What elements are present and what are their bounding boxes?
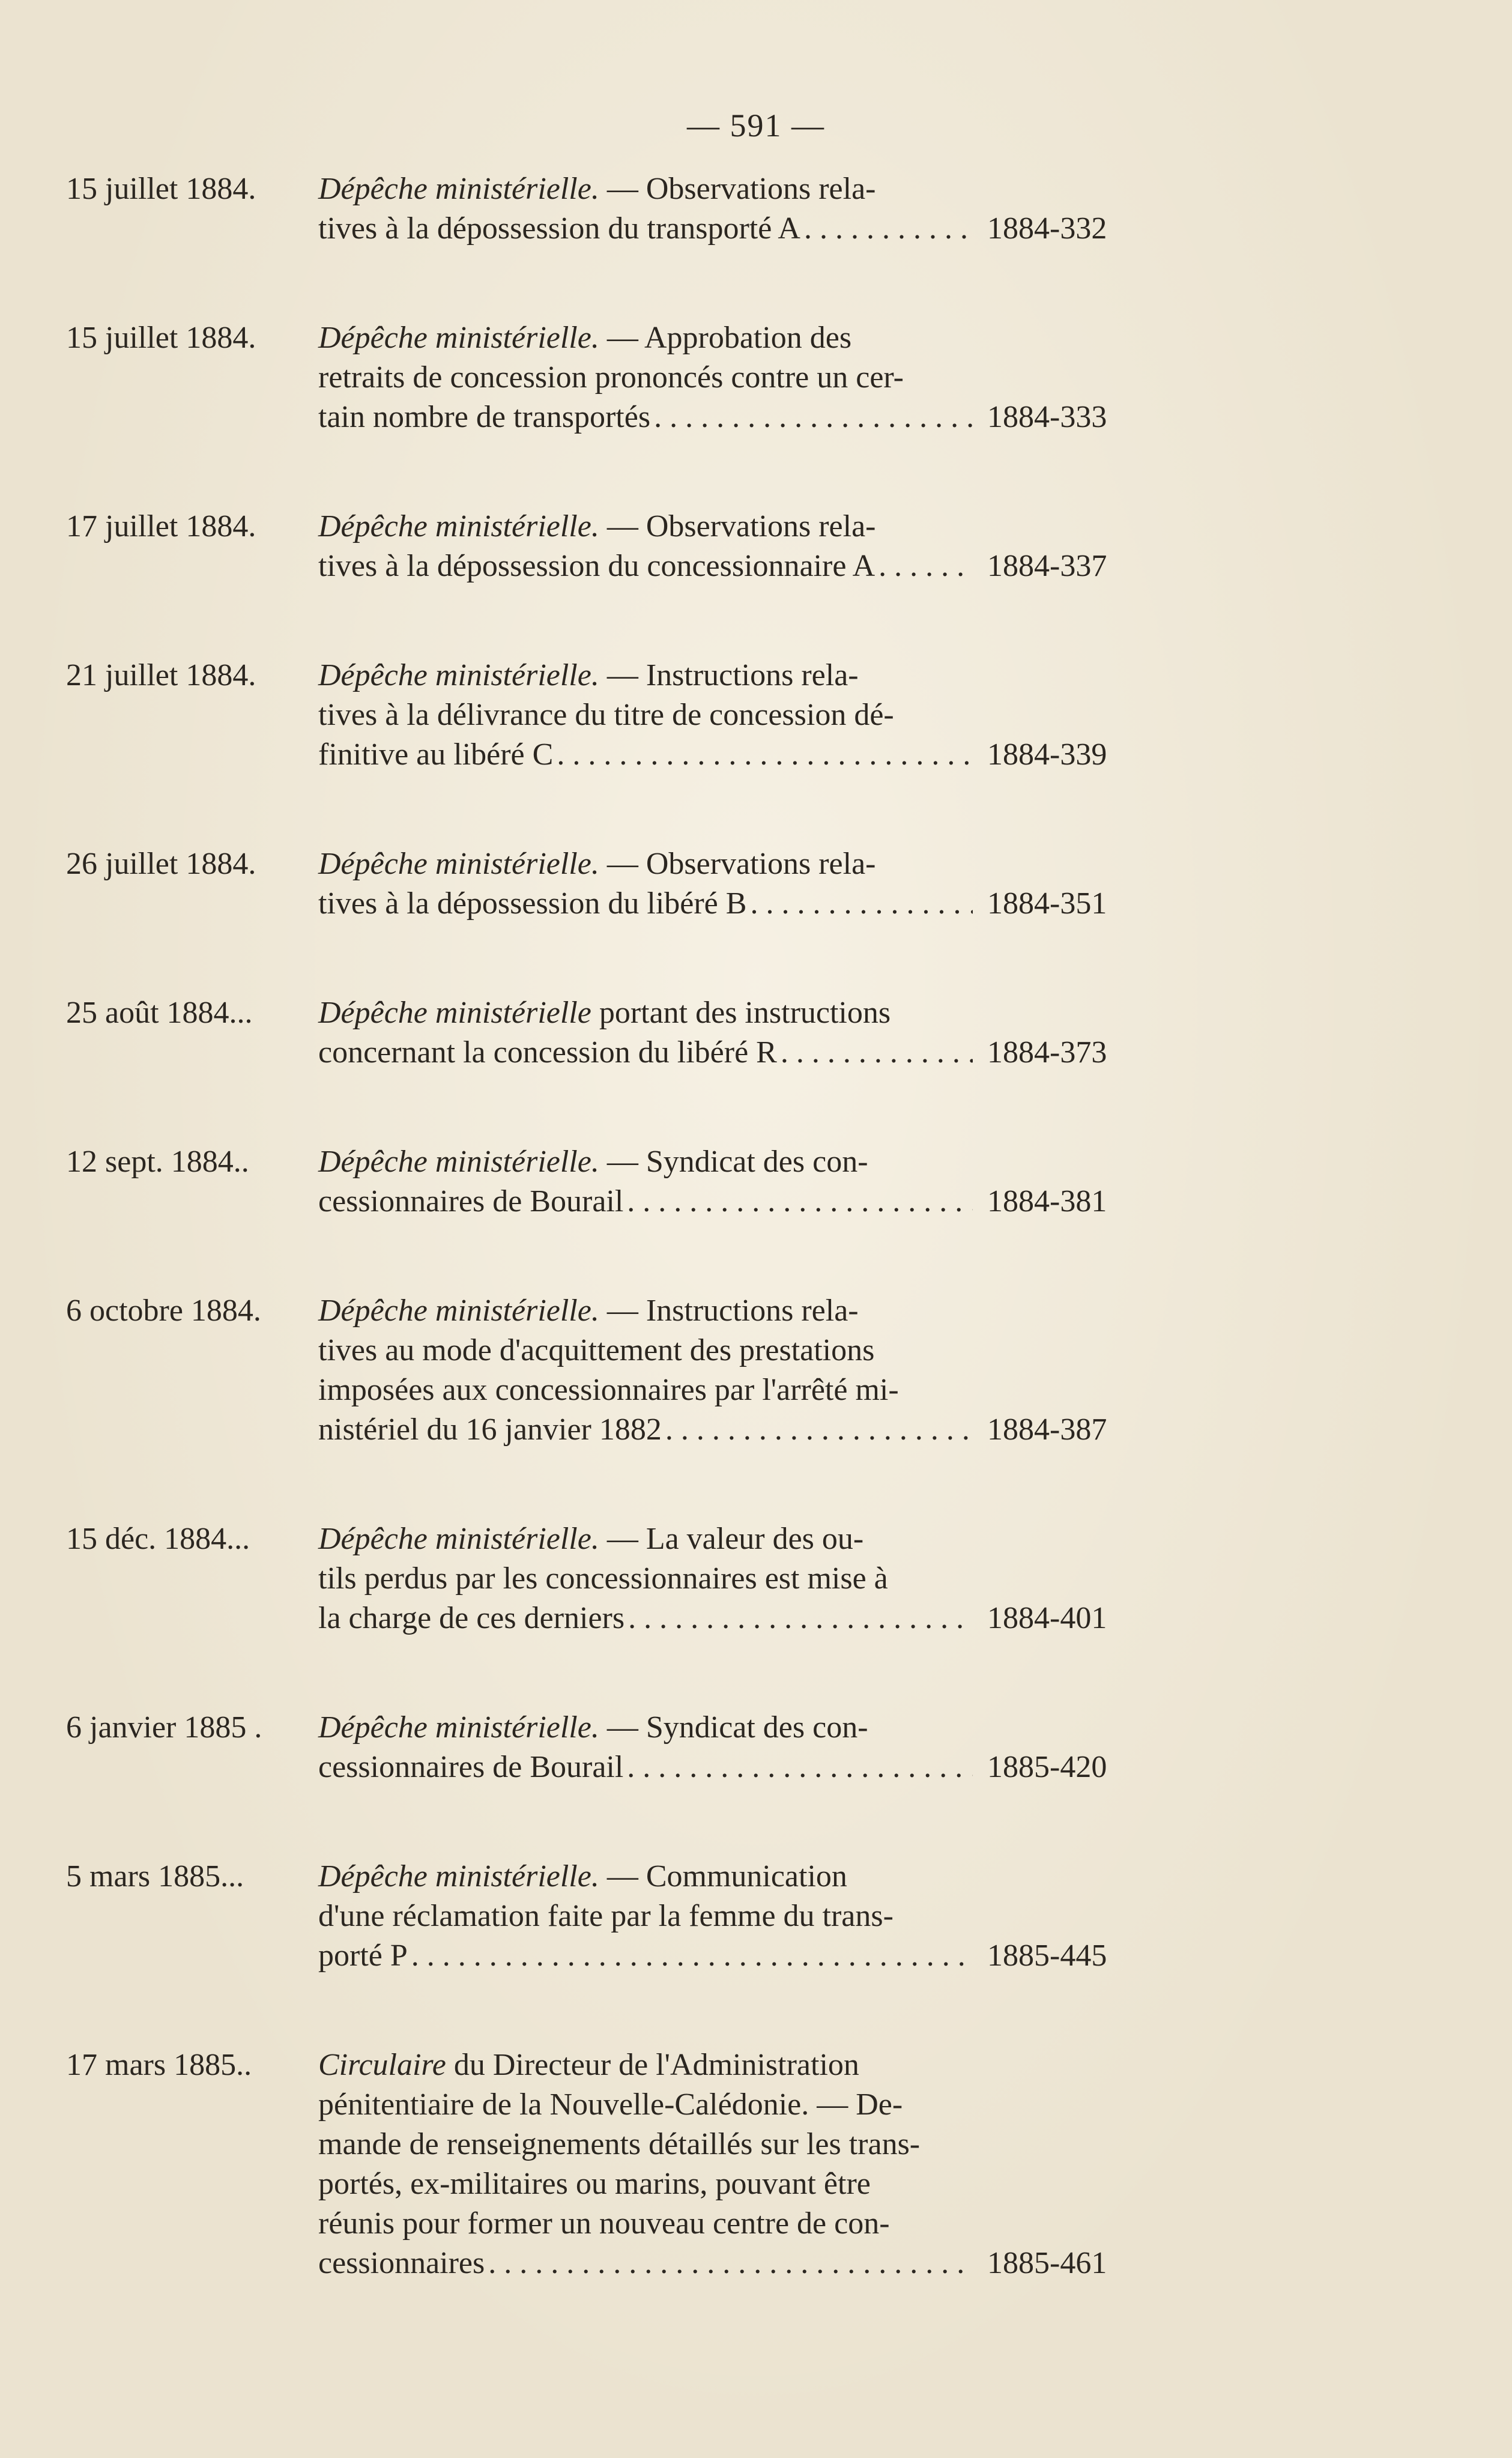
description-line: réunis pour former un nouveau centre de con- [318, 2206, 890, 2241]
entry-title: Dépêche ministérielle. [318, 1145, 599, 1179]
entry-reference: 1884-339 [987, 737, 1107, 772]
dot-leader [628, 1599, 973, 1638]
dot-leader [627, 1748, 973, 1787]
dot-leader [654, 398, 973, 437]
description-line: Dépêche ministérielle portant des instructions [318, 996, 891, 1030]
entry-reference: 1885-445 [987, 1939, 1107, 1973]
dot-leader [878, 546, 973, 586]
entry-date: 15 juillet 1884. [66, 172, 256, 206]
entry-row [66, 1857, 1147, 1976]
entry-date: 17 juillet 1884. [66, 509, 256, 543]
entry-description [318, 1142, 979, 1221]
entry-description [318, 993, 979, 1073]
entry-date: 21 juillet 1884. [66, 658, 256, 692]
description-line: tives à la délivrance du titre de concession dé- [318, 698, 894, 732]
description-line: concernant la concession du libéré R . . . [318, 1033, 979, 1073]
entry-title: Dépêche ministérielle. [318, 1859, 599, 1893]
entry-description [318, 1291, 979, 1450]
dot-leader [665, 1410, 973, 1450]
description-line: Dépêche ministérielle. — Communication [318, 1859, 847, 1893]
dot-leader [627, 1182, 973, 1221]
entry-row [66, 993, 1147, 1073]
description-line: Dépêche ministérielle. — Observations rela- [318, 172, 876, 206]
description-line: finitive au libéré C . . . [318, 735, 979, 775]
dot-leader [781, 1033, 973, 1073]
description-line: tives à la dépossession du concessionnaire A . . . [318, 546, 979, 586]
entry-row [66, 318, 1147, 437]
entry-reference: 1884-381 [987, 1184, 1107, 1218]
description-line: Dépêche ministérielle. — Instructions rela- [318, 658, 859, 692]
entry-date: 15 déc. 1884... [66, 1522, 250, 1556]
entry-date: 5 mars 1885... [66, 1859, 244, 1893]
entry-description [318, 169, 979, 249]
description-line: tives au mode d'acquittement des prestations [318, 1333, 875, 1367]
entry-description [318, 507, 979, 586]
entry-row [66, 1519, 1147, 1638]
entry-date: 26 juillet 1884. [66, 847, 256, 881]
entry-reference: 1884-351 [987, 886, 1107, 921]
dot-leader [557, 735, 973, 775]
entry-title: Dépêche ministérielle. [318, 1522, 599, 1556]
entry-row [66, 844, 1147, 924]
entry-reference: 1885-461 [987, 2246, 1107, 2280]
entry-description [318, 844, 979, 924]
description-line: cessionnaires . . . [318, 2244, 979, 2283]
entry-description [318, 1708, 979, 1787]
entry-title: Circulaire [318, 2048, 446, 2082]
entry-date: 12 sept. 1884.. [66, 1145, 249, 1179]
entry-reference: 1884-373 [987, 1035, 1107, 1070]
description-line: cessionnaires de Bourail . . . [318, 1748, 979, 1787]
description-line: porté P . . . [318, 1936, 979, 1976]
description-line: Dépêche ministérielle. — Observations rela- [318, 509, 876, 543]
entry-reference: 1884-337 [987, 549, 1107, 583]
entry-date: 15 juillet 1884. [66, 321, 256, 355]
description-line: mande de renseignements détaillés sur les trans- [318, 2127, 921, 2161]
description-line: portés, ex-militaires ou marins, pouvant être [318, 2167, 871, 2201]
entry-row [66, 1291, 1147, 1450]
description-line: tives à la dépossession du transporté A . . . [318, 209, 979, 249]
description-line: Circulaire du Directeur de l'Administration [318, 2048, 859, 2082]
entry-description [318, 2045, 979, 2283]
entry-title: Dépêche ministérielle [318, 996, 591, 1030]
description-line: cessionnaires de Bourail . . . [318, 1182, 979, 1221]
dot-leader [804, 209, 973, 249]
entry-row [66, 2045, 1147, 2283]
description-line: Dépêche ministérielle. — Instructions rela- [318, 1294, 859, 1328]
entry-date: 6 octobre 1884. [66, 1294, 261, 1328]
description-line: tils perdus par les concessionnaires est mise à [318, 1561, 888, 1596]
entry-reference: 1884-387 [987, 1412, 1107, 1447]
entry-date: 6 janvier 1885 . [66, 1710, 262, 1745]
entry-title: Dépêche ministérielle. [318, 847, 599, 881]
description-line: Dépêche ministérielle. — Syndicat des con- [318, 1710, 868, 1745]
entry-title: Dépêche ministérielle. [318, 658, 599, 692]
entry-reference: 1884-401 [987, 1601, 1107, 1635]
description-line: d'une réclamation faite par la femme du trans- [318, 1899, 894, 1933]
entry-title: Dépêche ministérielle. [318, 1294, 599, 1328]
dot-leader [411, 1936, 973, 1976]
entry-description [318, 318, 979, 437]
description-line: retraits de concession prononcés contre un cer- [318, 360, 904, 395]
entry-reference: 1885-420 [987, 1750, 1107, 1784]
entry-title: Dépêche ministérielle. [318, 172, 599, 206]
entry-row [66, 1142, 1147, 1221]
entry-row [66, 507, 1147, 586]
entry-row [66, 1708, 1147, 1787]
entry-date: 17 mars 1885.. [66, 2048, 252, 2082]
entry-list [66, 169, 1147, 2353]
entry-reference: 1884-333 [987, 400, 1107, 434]
entry-row [66, 656, 1147, 775]
entry-date: 25 août 1884... [66, 996, 253, 1030]
entry-title: Dépêche ministérielle. [318, 321, 599, 355]
page-number: — 591 — [687, 107, 825, 144]
entry-title: Dépêche ministérielle. [318, 1710, 599, 1745]
entry-description [318, 656, 979, 775]
entry-description [318, 1519, 979, 1638]
description-line: imposées aux concessionnaires par l'arrêté mi- [318, 1373, 899, 1407]
entry-row [66, 169, 1147, 249]
description-line: Dépêche ministérielle. — Observations rela- [318, 847, 876, 881]
entry-reference: 1884-332 [987, 211, 1107, 246]
description-line: nistériel du 16 janvier 1882 . . . [318, 1410, 979, 1450]
description-line: tain nombre de transportés . . . [318, 398, 979, 437]
description-line: tives à la dépossession du libéré B . . . [318, 884, 979, 924]
dot-leader [488, 2244, 973, 2283]
description-line: pénitentiaire de la Nouvelle-Calédonie. — De- [318, 2087, 903, 2122]
description-line: Dépêche ministérielle. — Approbation des [318, 321, 852, 355]
description-line: Dépêche ministérielle. — La valeur des ou- [318, 1522, 864, 1556]
dot-leader [750, 884, 973, 924]
entry-description [318, 1857, 979, 1976]
entry-title: Dépêche ministérielle. [318, 509, 599, 543]
description-line: la charge de ces derniers . . . [318, 1599, 979, 1638]
description-line: Dépêche ministérielle. — Syndicat des con- [318, 1145, 868, 1179]
